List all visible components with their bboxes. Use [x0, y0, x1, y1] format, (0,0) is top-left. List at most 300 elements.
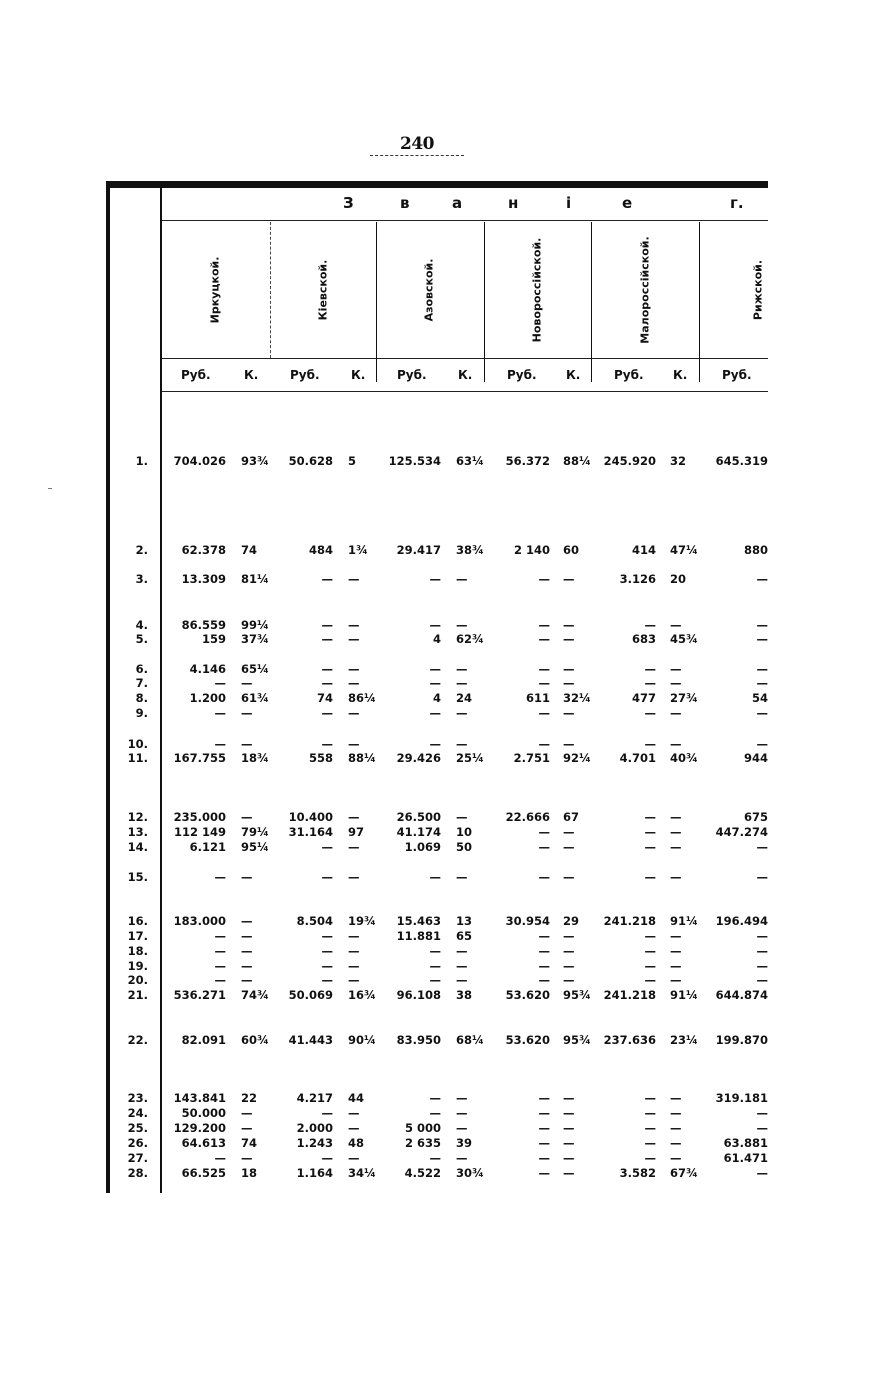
cell-kop: 62¾ [456, 632, 484, 646]
cell-rub: 83.950 [396, 1033, 441, 1047]
cell-kop: 95¼ [241, 840, 269, 854]
row-number: 1. [135, 454, 148, 468]
cell-rub: 143.841 [173, 1091, 226, 1105]
cell-kop: 74¾ [241, 988, 269, 1002]
cell-rub: — [538, 1106, 550, 1120]
cell-kop: 95¾ [563, 988, 591, 1002]
cell-rub: 4 [432, 691, 441, 705]
cell-kop: — [563, 944, 575, 958]
cell-kop: — [456, 810, 468, 824]
cell-rub: — [214, 706, 226, 720]
cell-rub: 675 [743, 810, 768, 824]
cell-rub: — [538, 929, 550, 943]
cell-kop: 1¾ [348, 543, 368, 557]
cell-kop: — [670, 1121, 682, 1135]
cell-rub: 13.309 [181, 572, 226, 586]
cell-rub: — [644, 929, 656, 943]
cell-kop: 39 [456, 1136, 473, 1150]
cell-kop: 45¾ [670, 632, 698, 646]
cell-rub: — [538, 706, 550, 720]
column-name-text: Азовской. [422, 258, 436, 322]
cell-kop: — [670, 737, 682, 751]
header-letter: З [343, 194, 354, 212]
cell-rub: 64.613 [181, 1136, 226, 1150]
cell-rub: — [538, 676, 550, 690]
cell-kop: — [348, 973, 360, 987]
cell-kop: — [563, 618, 575, 632]
unit-rub: Руб. [614, 368, 644, 382]
cell-rub: — [644, 662, 656, 676]
cell-rub: — [756, 1121, 768, 1135]
cell-kop: — [456, 1091, 468, 1105]
cell-kop: 16¾ [348, 988, 376, 1002]
cell-rub: — [321, 944, 333, 958]
cell-kop: — [241, 1106, 253, 1120]
cell-rub: — [756, 840, 768, 854]
cell-kop: 34¼ [348, 1166, 376, 1180]
cell-rub: — [756, 870, 768, 884]
cell-kop: — [670, 1136, 682, 1150]
cell-rub: — [756, 706, 768, 720]
cell-rub: 56.372 [505, 454, 550, 468]
column-name-0 [200, 230, 230, 350]
col-divider-4 [591, 222, 592, 382]
cell-kop: 13 [456, 914, 473, 928]
cell-rub: — [756, 944, 768, 958]
cell-rub: — [538, 737, 550, 751]
cell-kop: — [456, 676, 468, 690]
cell-rub: — [644, 944, 656, 958]
cell-kop: — [456, 973, 468, 987]
cell-kop: 67¾ [670, 1166, 698, 1180]
cell-rub: — [214, 870, 226, 884]
cell-kop: — [241, 676, 253, 690]
row-number: 3. [135, 572, 148, 586]
cell-rub: 1.164 [296, 1166, 333, 1180]
cell-rub: 414 [631, 543, 656, 557]
cell-kop: — [348, 737, 360, 751]
row-number: 7. [135, 676, 148, 690]
cell-kop: — [670, 973, 682, 987]
row-number: 14. [127, 840, 148, 854]
cell-rub: — [538, 632, 550, 646]
cell-rub: — [429, 1106, 441, 1120]
cell-kop: — [348, 662, 360, 676]
cell-rub: 536.271 [173, 988, 226, 1002]
cell-kop: 67 [563, 810, 580, 824]
cell-kop: 37¾ [241, 632, 269, 646]
cell-kop: — [563, 870, 575, 884]
cell-rub: — [214, 973, 226, 987]
cell-rub: — [756, 1106, 768, 1120]
cell-kop: — [348, 572, 360, 586]
row-number: 25. [127, 1121, 148, 1135]
cell-rub: — [644, 1121, 656, 1135]
unit-rub: Руб. [507, 368, 537, 382]
cell-kop: 25¼ [456, 751, 484, 765]
cell-rub: 54 [751, 691, 768, 705]
cell-kop: — [348, 929, 360, 943]
row-number: 12. [127, 810, 148, 824]
cell-rub: — [214, 959, 226, 973]
cell-kop: 68¼ [456, 1033, 484, 1047]
cell-kop: — [456, 1106, 468, 1120]
cell-kop: 60 [563, 543, 580, 557]
cell-rub: 4.217 [296, 1091, 333, 1105]
header-letter: в [400, 194, 410, 212]
cell-rub: — [321, 676, 333, 690]
row-number: 17. [127, 929, 148, 943]
cell-rub: — [538, 973, 550, 987]
cell-rub: 2.000 [296, 1121, 333, 1135]
cell-rub: 50.069 [288, 988, 333, 1002]
row-number: 8. [135, 691, 148, 705]
cell-kop: 91¼ [670, 988, 698, 1002]
cell-rub: 644.874 [715, 988, 768, 1002]
cell-rub: 2.751 [513, 751, 550, 765]
cell-rub: — [321, 618, 333, 632]
row-number: 5. [135, 632, 148, 646]
cell-rub: — [321, 929, 333, 943]
row-number: 13. [127, 825, 148, 839]
cell-kop: 81¼ [241, 572, 269, 586]
row-number: 20. [127, 973, 148, 987]
cell-kop: — [670, 840, 682, 854]
cell-rub: 10.400 [288, 810, 333, 824]
cell-kop: — [563, 1121, 575, 1135]
cell-rub: 447.274 [715, 825, 768, 839]
cell-rub: — [644, 737, 656, 751]
cell-rub: 29.426 [396, 751, 441, 765]
cell-kop: 38¾ [456, 543, 484, 557]
cell-rub: — [321, 959, 333, 973]
cell-kop: — [670, 662, 682, 676]
cell-rub: — [429, 706, 441, 720]
cell-kop: — [348, 1106, 360, 1120]
cell-rub: — [214, 944, 226, 958]
row-number: 24. [127, 1106, 148, 1120]
cell-kop: — [563, 1136, 575, 1150]
cell-rub: — [538, 1121, 550, 1135]
cell-rub: 245.920 [603, 454, 656, 468]
cell-kop: — [670, 706, 682, 720]
cell-kop: — [670, 959, 682, 973]
cell-rub: 683 [631, 632, 656, 646]
cell-rub: — [214, 737, 226, 751]
cell-kop: — [563, 572, 575, 586]
cell-rub: — [756, 618, 768, 632]
row-number: 27. [127, 1151, 148, 1165]
row-number: 28. [127, 1166, 148, 1180]
cell-rub: — [644, 1136, 656, 1150]
cell-rub: 6.121 [189, 840, 226, 854]
cell-rub: — [538, 572, 550, 586]
cell-rub: 96.108 [396, 988, 441, 1002]
cell-kop: 61¾ [241, 691, 269, 705]
cell-kop: — [670, 870, 682, 884]
cell-kop: 95¾ [563, 1033, 591, 1047]
cell-rub: — [429, 1151, 441, 1165]
cell-kop: — [670, 929, 682, 943]
cell-rub: 611 [525, 691, 550, 705]
column-name-3 [522, 230, 552, 350]
cell-rub: — [644, 959, 656, 973]
cell-rub: — [429, 1091, 441, 1105]
cell-kop: — [456, 737, 468, 751]
cell-kop: — [241, 737, 253, 751]
cell-rub: — [538, 1136, 550, 1150]
col-divider-5 [699, 222, 700, 382]
cell-rub: — [644, 973, 656, 987]
cell-rub: — [214, 929, 226, 943]
cell-rub: 4.701 [619, 751, 656, 765]
row-number: 22. [127, 1033, 148, 1047]
cell-kop: — [670, 618, 682, 632]
row-number: 26. [127, 1136, 148, 1150]
cell-kop: — [348, 676, 360, 690]
unit-rub: Руб. [722, 368, 752, 382]
cell-kop: 32 [670, 454, 687, 468]
cell-kop: 97 [348, 825, 365, 839]
unit-kop: К. [244, 368, 259, 382]
cell-kop: — [348, 618, 360, 632]
cell-kop: — [563, 840, 575, 854]
cell-rub: 11.881 [396, 929, 441, 943]
cell-kop: — [563, 929, 575, 943]
cell-rub: 8.504 [296, 914, 333, 928]
cell-rub: — [756, 572, 768, 586]
cell-rub: — [429, 618, 441, 632]
cell-rub: — [538, 840, 550, 854]
cell-rub: — [644, 706, 656, 720]
cell-kop: — [241, 959, 253, 973]
cell-kop: 88¼ [563, 454, 591, 468]
cell-kop: — [670, 676, 682, 690]
cell-kop: 92¼ [563, 751, 591, 765]
cell-kop: — [563, 662, 575, 676]
cell-rub: 484 [308, 543, 333, 557]
cell-rub: — [321, 632, 333, 646]
cell-kop: — [456, 618, 468, 632]
cell-kop: — [241, 706, 253, 720]
cell-kop: 50 [456, 840, 473, 854]
cell-rub: 62.378 [181, 543, 226, 557]
cell-kop: 74 [241, 1136, 258, 1150]
cell-rub: — [321, 662, 333, 676]
cell-rub: — [538, 825, 550, 839]
row-number: 15. [127, 870, 148, 884]
cell-rub: — [214, 1151, 226, 1165]
cell-rub: — [429, 572, 441, 586]
header-rule-1 [162, 220, 768, 221]
cell-rub: 3.126 [619, 572, 656, 586]
cell-rub: — [429, 737, 441, 751]
cell-rub: — [429, 676, 441, 690]
row-number: 9. [135, 706, 148, 720]
cell-rub: 4.146 [189, 662, 226, 676]
table-left-border [106, 181, 110, 1193]
header-rule-2 [162, 358, 768, 359]
row-number: 18. [127, 944, 148, 958]
cell-rub: — [644, 870, 656, 884]
cell-rub: — [756, 662, 768, 676]
cell-kop: — [456, 959, 468, 973]
cell-rub: — [321, 737, 333, 751]
cell-rub: — [756, 632, 768, 646]
cell-kop: 90¼ [348, 1033, 376, 1047]
column-name-text: Малороссійской. [638, 236, 652, 344]
cell-rub: 112 149 [173, 825, 226, 839]
cell-kop: — [456, 870, 468, 884]
unit-rub: Руб. [181, 368, 211, 382]
row-number: 6. [135, 662, 148, 676]
cell-rub: — [429, 973, 441, 987]
cell-rub: 31.164 [288, 825, 333, 839]
cell-rub: — [644, 810, 656, 824]
row-number: 4. [135, 618, 148, 632]
cell-rub: 50.628 [288, 454, 333, 468]
cell-kop: 24 [456, 691, 473, 705]
row-number: 10. [127, 737, 148, 751]
cell-rub: 159 [201, 632, 226, 646]
cell-rub: — [321, 1106, 333, 1120]
cell-kop: 40¾ [670, 751, 698, 765]
cell-kop: — [563, 1151, 575, 1165]
cell-rub: — [756, 929, 768, 943]
cell-kop: 32¼ [563, 691, 591, 705]
unit-kop: К. [673, 368, 688, 382]
column-name-2 [414, 230, 444, 350]
cell-rub: 2 635 [404, 1136, 441, 1150]
column-name-5 [743, 230, 773, 350]
cell-kop: — [241, 870, 253, 884]
cell-kop: — [670, 1151, 682, 1165]
cell-kop: — [563, 1106, 575, 1120]
row-number: 21. [127, 988, 148, 1002]
cell-rub: — [756, 973, 768, 987]
row-number: 19. [127, 959, 148, 973]
cell-kop: — [670, 1091, 682, 1105]
cell-rub: 319.181 [715, 1091, 768, 1105]
row-number: 11. [127, 751, 148, 765]
cell-kop: — [563, 959, 575, 973]
cell-kop: — [241, 973, 253, 987]
cell-rub: — [644, 676, 656, 690]
cell-rub: — [214, 676, 226, 690]
cell-rub: 61.471 [723, 1151, 768, 1165]
cell-rub: 167.755 [173, 751, 226, 765]
cell-kop: 23¼ [670, 1033, 698, 1047]
cell-rub: 53.620 [505, 1033, 550, 1047]
cell-rub: 22.666 [505, 810, 550, 824]
cell-rub: 74 [316, 691, 333, 705]
cell-kop: — [563, 973, 575, 987]
cell-rub: — [756, 737, 768, 751]
page-number: 240 [400, 134, 434, 154]
cell-kop: — [241, 810, 253, 824]
cell-rub: 26.500 [396, 810, 441, 824]
cell-kop: — [348, 840, 360, 854]
cell-kop: — [241, 1151, 253, 1165]
cell-rub: — [429, 662, 441, 676]
cell-rub: — [429, 944, 441, 958]
cell-rub: 1.069 [404, 840, 441, 854]
cell-kop: — [456, 944, 468, 958]
cell-kop: — [670, 810, 682, 824]
cell-kop: 86¼ [348, 691, 376, 705]
cell-rub: — [538, 944, 550, 958]
unit-rub: Руб. [397, 368, 427, 382]
col-divider-1 [270, 222, 271, 358]
cell-kop: 91¼ [670, 914, 698, 928]
cell-rub: — [538, 1151, 550, 1165]
cell-rub: — [756, 959, 768, 973]
cell-kop: — [563, 737, 575, 751]
cell-rub: 86.559 [181, 618, 226, 632]
cell-rub: 2 140 [513, 543, 550, 557]
cell-kop: — [670, 944, 682, 958]
cell-kop: 79¼ [241, 825, 269, 839]
cell-rub: 183.000 [173, 914, 226, 928]
cell-kop: 10 [456, 825, 473, 839]
cell-kop: — [456, 1151, 468, 1165]
column-name-text: Кіевской. [316, 259, 330, 321]
cell-kop: 18 [241, 1166, 258, 1180]
cell-kop: — [348, 959, 360, 973]
cell-rub: 237.636 [603, 1033, 656, 1047]
header-letter: і [566, 194, 572, 212]
cell-kop: — [563, 706, 575, 720]
cell-rub: — [644, 840, 656, 854]
cell-kop: 63¼ [456, 454, 484, 468]
cell-kop: — [241, 914, 253, 928]
row-number: 2. [135, 543, 148, 557]
cell-rub: — [321, 572, 333, 586]
cell-rub: 125.534 [388, 454, 441, 468]
cell-rub: 66.525 [181, 1166, 226, 1180]
cell-kop: — [348, 706, 360, 720]
cell-rub: 50.000 [181, 1106, 226, 1120]
cell-kop: — [670, 825, 682, 839]
cell-rub: — [644, 1106, 656, 1120]
column-name-text: Иркуцкой. [208, 256, 222, 324]
unit-kop: К. [351, 368, 366, 382]
cell-rub: 15.463 [396, 914, 441, 928]
cell-kop: — [563, 1091, 575, 1105]
cell-rub: — [538, 959, 550, 973]
cell-rub: — [321, 706, 333, 720]
scan-speck [48, 488, 52, 489]
cell-rub: 4.522 [404, 1166, 441, 1180]
cell-kop: — [348, 944, 360, 958]
header-letter: г. [730, 194, 744, 212]
cell-kop: 93¾ [241, 454, 269, 468]
cell-kop: 47¼ [670, 543, 698, 557]
unit-rub: Руб. [290, 368, 320, 382]
unit-kop: К. [458, 368, 473, 382]
cell-rub: 1.243 [296, 1136, 333, 1150]
cell-rub: 880 [743, 543, 768, 557]
cell-rub: — [538, 618, 550, 632]
cell-rub: — [321, 870, 333, 884]
cell-rub: 53.620 [505, 988, 550, 1002]
cell-rub: 5 000 [404, 1121, 441, 1135]
row-number: 23. [127, 1091, 148, 1105]
cell-kop: — [563, 1166, 575, 1180]
cell-kop: 88¼ [348, 751, 376, 765]
column-name-1 [308, 230, 338, 350]
cell-rub: — [321, 973, 333, 987]
